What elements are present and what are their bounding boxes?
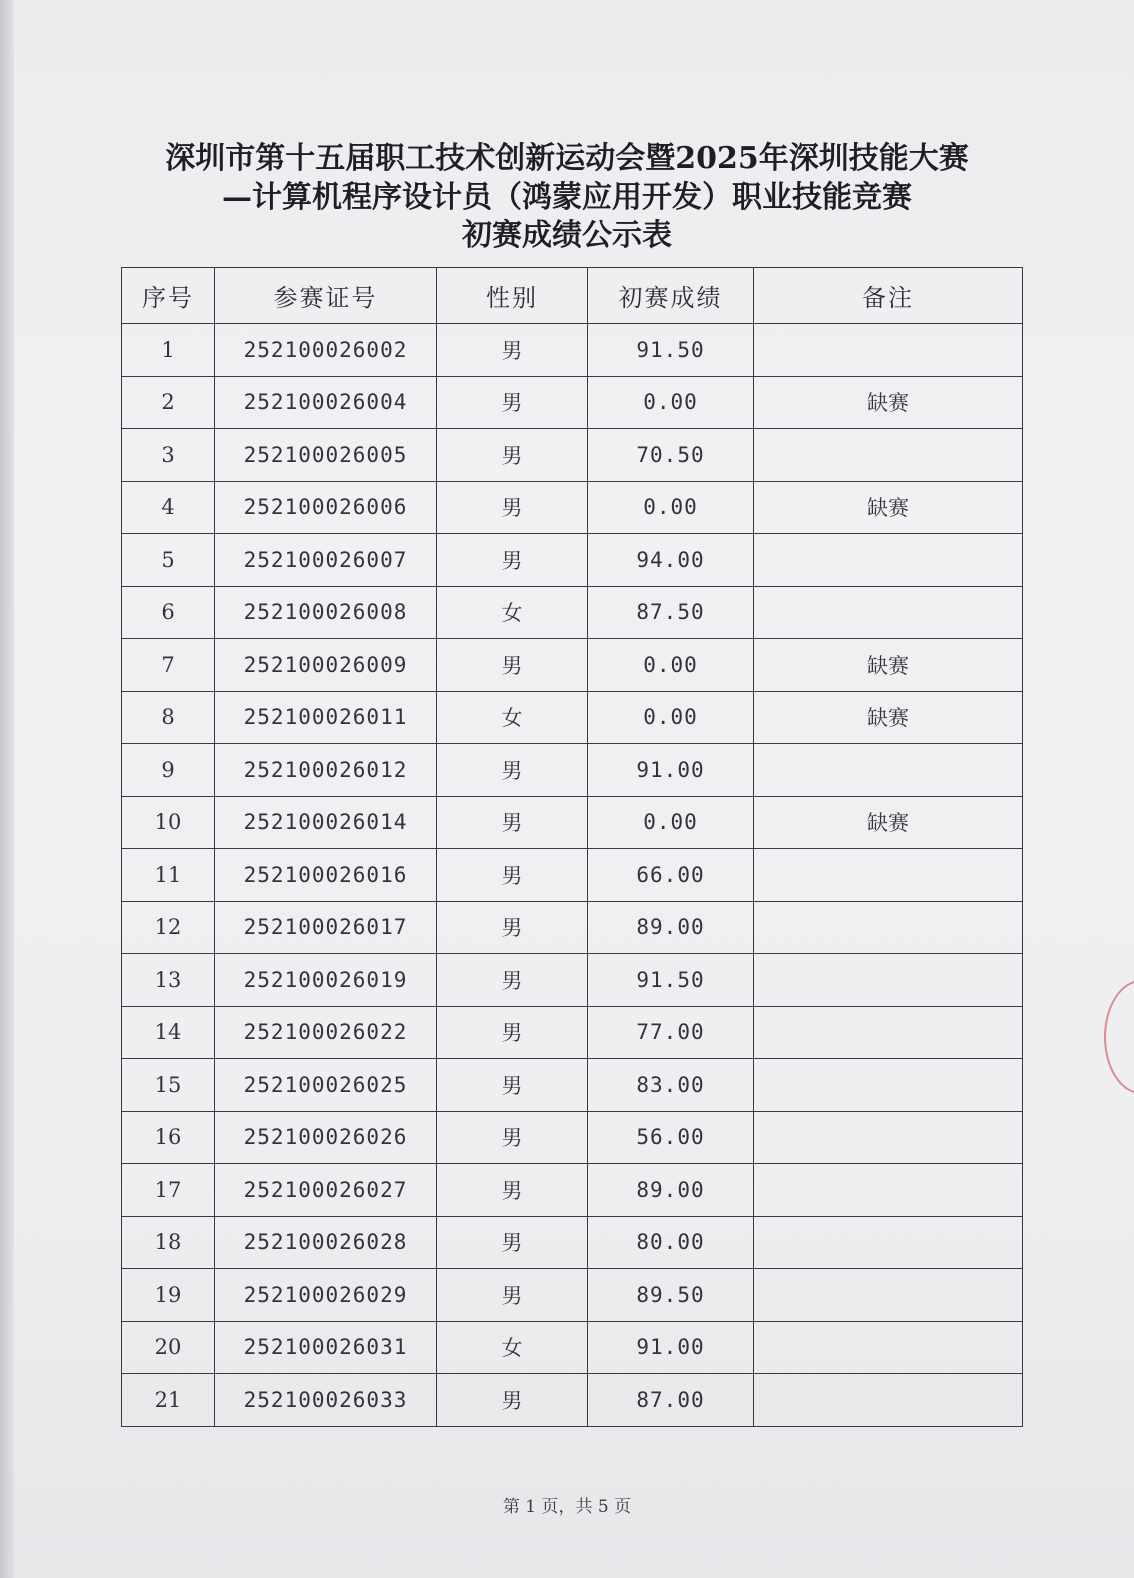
cell-seq: 21 <box>122 1374 215 1427</box>
table-row <box>122 691 1023 744</box>
cell-note <box>754 1374 1023 1427</box>
cell-note <box>754 1111 1023 1164</box>
cell-score: 91.00 <box>588 1321 754 1374</box>
cell-gender: 女 <box>437 586 588 639</box>
cell-note <box>754 534 1023 587</box>
table-row <box>122 744 1023 797</box>
cell-seq: 4 <box>122 481 215 534</box>
cell-id: 252100026016 <box>215 849 437 902</box>
table-row <box>122 1164 1023 1217</box>
cell-score: 83.00 <box>588 1059 754 1112</box>
cell-gender: 男 <box>437 954 588 1007</box>
table-row <box>122 849 1023 902</box>
cell-gender: 男 <box>437 534 588 587</box>
header-note: 备注 <box>754 268 1023 324</box>
table-row <box>122 954 1023 1007</box>
cell-seq: 14 <box>122 1006 215 1059</box>
cell-seq: 19 <box>122 1269 215 1322</box>
cell-score: 56.00 <box>588 1111 754 1164</box>
table-row <box>122 1321 1023 1374</box>
cell-note <box>754 849 1023 902</box>
cell-note <box>754 1269 1023 1322</box>
cell-id: 252100026012 <box>215 744 437 797</box>
cell-seq: 7 <box>122 639 215 692</box>
cell-id: 252100026005 <box>215 429 437 482</box>
cell-gender: 男 <box>437 429 588 482</box>
table-row <box>122 481 1023 534</box>
cell-note <box>754 1321 1023 1374</box>
table-row <box>122 1111 1023 1164</box>
cell-score: 89.00 <box>588 1164 754 1217</box>
cell-score: 70.50 <box>588 429 754 482</box>
cell-score: 80.00 <box>588 1216 754 1269</box>
cell-seq: 9 <box>122 744 215 797</box>
cell-score: 89.50 <box>588 1269 754 1322</box>
cell-note <box>754 429 1023 482</box>
cell-seq: 13 <box>122 954 215 1007</box>
cell-note: 缺赛 <box>754 691 1023 744</box>
cell-gender: 男 <box>437 481 588 534</box>
cell-note <box>754 586 1023 639</box>
cell-note <box>754 1164 1023 1217</box>
cell-gender: 男 <box>437 376 588 429</box>
cell-seq: 8 <box>122 691 215 744</box>
cell-note <box>754 744 1023 797</box>
cell-score: 0.00 <box>588 639 754 692</box>
scores-table <box>121 267 1023 1427</box>
cell-gender: 男 <box>437 1164 588 1217</box>
cell-id: 252100026022 <box>215 1006 437 1059</box>
cell-seq: 10 <box>122 796 215 849</box>
table-body <box>122 324 1023 1427</box>
table-header-row <box>122 268 1023 324</box>
table-row <box>122 429 1023 482</box>
cell-gender: 女 <box>437 1321 588 1374</box>
cell-seq: 20 <box>122 1321 215 1374</box>
cell-gender: 男 <box>437 1216 588 1269</box>
table-row <box>122 901 1023 954</box>
table-row <box>122 324 1023 377</box>
cell-id: 252100026029 <box>215 1269 437 1322</box>
cell-score: 87.00 <box>588 1374 754 1427</box>
cell-seq: 16 <box>122 1111 215 1164</box>
cell-id: 252100026014 <box>215 796 437 849</box>
cell-score: 89.00 <box>588 901 754 954</box>
cell-gender: 男 <box>437 849 588 902</box>
cell-note <box>754 1059 1023 1112</box>
cell-id: 252100026031 <box>215 1321 437 1374</box>
cell-gender: 男 <box>437 901 588 954</box>
cell-gender: 男 <box>437 639 588 692</box>
cell-id: 252100026026 <box>215 1111 437 1164</box>
header-id: 参赛证号 <box>215 268 437 324</box>
header-gender: 性别 <box>437 268 588 324</box>
cell-seq: 15 <box>122 1059 215 1112</box>
cell-id: 252100026006 <box>215 481 437 534</box>
cell-score: 0.00 <box>588 376 754 429</box>
cell-score: 91.50 <box>588 954 754 1007</box>
cell-id: 252100026002 <box>215 324 437 377</box>
cell-score: 91.50 <box>588 324 754 377</box>
cell-id: 252100026008 <box>215 586 437 639</box>
document-title-line2: —计算机程序设计员（鸿蒙应用开发）职业技能竞赛 <box>222 180 912 215</box>
cell-note: 缺赛 <box>754 796 1023 849</box>
table-row <box>122 639 1023 692</box>
cell-score: 0.00 <box>588 481 754 534</box>
cell-gender: 男 <box>437 324 588 377</box>
cell-score: 66.00 <box>588 849 754 902</box>
table-row <box>122 1006 1023 1059</box>
cell-score: 77.00 <box>588 1006 754 1059</box>
cell-id: 252100026007 <box>215 534 437 587</box>
cell-seq: 18 <box>122 1216 215 1269</box>
cell-seq: 17 <box>122 1164 215 1217</box>
cell-gender: 男 <box>437 796 588 849</box>
table-row <box>122 1374 1023 1427</box>
cell-seq: 12 <box>122 901 215 954</box>
cell-gender: 男 <box>437 1374 588 1427</box>
cell-id: 252100026025 <box>215 1059 437 1112</box>
cell-gender: 男 <box>437 744 588 797</box>
header-seq: 序号 <box>122 268 215 324</box>
cell-seq: 1 <box>122 324 215 377</box>
document-title-line3: 初赛成绩公示表 <box>462 218 672 253</box>
header-score: 初赛成绩 <box>588 268 754 324</box>
cell-id: 252100026019 <box>215 954 437 1007</box>
table-row <box>122 586 1023 639</box>
cell-gender: 男 <box>437 1059 588 1112</box>
document-title-line1: 深圳市第十五届职工技术创新运动会暨2025年深圳技能大赛 <box>165 141 969 176</box>
table-row <box>122 1059 1023 1112</box>
cell-gender: 男 <box>437 1111 588 1164</box>
cell-score: 0.00 <box>588 691 754 744</box>
cell-score: 87.50 <box>588 586 754 639</box>
cell-note: 缺赛 <box>754 481 1023 534</box>
cell-note <box>754 954 1023 1007</box>
cell-score: 94.00 <box>588 534 754 587</box>
cell-score: 91.00 <box>588 744 754 797</box>
cell-seq: 5 <box>122 534 215 587</box>
cell-id: 252100026017 <box>215 901 437 954</box>
table-row <box>122 1269 1023 1322</box>
cell-id: 252100026011 <box>215 691 437 744</box>
cell-note <box>754 1006 1023 1059</box>
cell-note <box>754 901 1023 954</box>
cell-seq: 11 <box>122 849 215 902</box>
table-row <box>122 796 1023 849</box>
cell-seq: 3 <box>122 429 215 482</box>
cell-id: 252100026033 <box>215 1374 437 1427</box>
cell-id: 252100026027 <box>215 1164 437 1217</box>
seal-stamp <box>1104 980 1134 1094</box>
cell-note <box>754 1216 1023 1269</box>
table-row <box>122 376 1023 429</box>
cell-note: 缺赛 <box>754 376 1023 429</box>
cell-gender: 女 <box>437 691 588 744</box>
table-row <box>122 534 1023 587</box>
cell-score: 0.00 <box>588 796 754 849</box>
cell-gender: 男 <box>437 1006 588 1059</box>
cell-note <box>754 324 1023 377</box>
cell-note: 缺赛 <box>754 639 1023 692</box>
cell-seq: 6 <box>122 586 215 639</box>
cell-id: 252100026004 <box>215 376 437 429</box>
cell-seq: 2 <box>122 376 215 429</box>
cell-id: 252100026028 <box>215 1216 437 1269</box>
cell-gender: 男 <box>437 1269 588 1322</box>
cell-id: 252100026009 <box>215 639 437 692</box>
page-footer: 第 1 页，共 5 页 <box>502 1497 632 1517</box>
table-row <box>122 1216 1023 1269</box>
